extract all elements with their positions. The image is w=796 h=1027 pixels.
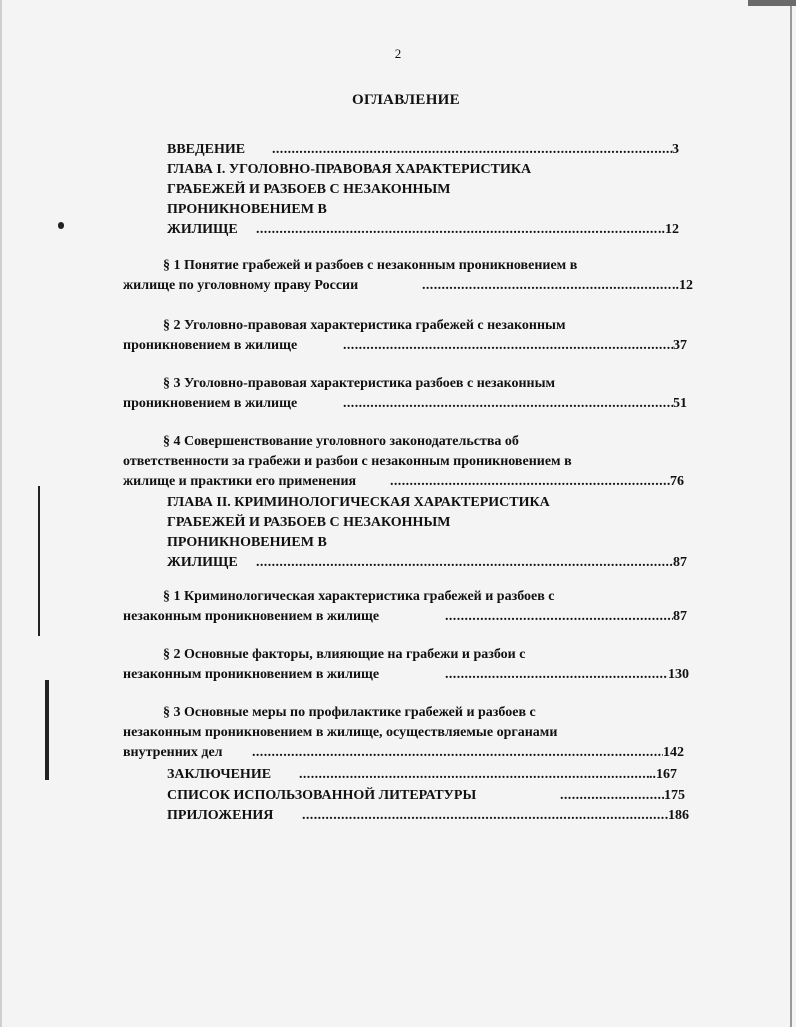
toc-s2-1-leader: [445, 607, 673, 626]
toc-s1-2-line2: проникновением в жилище: [123, 338, 298, 353]
toc-intro-page: 3: [672, 142, 679, 157]
toc-s1-2-page: 37: [673, 338, 687, 353]
toc-chapter2-leader: [256, 553, 673, 572]
toc-chapter2-line1: ГЛАВА II. КРИМИНОЛОГИЧЕСКАЯ ХАРАКТЕРИСТИКА: [167, 495, 550, 510]
toc-chapter2-line4: ЖИЛИЩЕ: [167, 555, 238, 570]
toc-chapter1-line1: ГЛАВА I. УГОЛОВНО-ПРАВОВАЯ ХАРАКТЕРИСТИКА: [167, 162, 532, 177]
toc-s1-4-line2: ответственности за грабежи и разбои с незаконным проникновением в: [123, 454, 572, 469]
margin-dot-mark: [58, 222, 64, 229]
toc-chapter2-line2: ГРАБЕЖЕЙ И РАЗБОЕВ С НЕЗАКОННЫМ: [167, 515, 451, 530]
toc-conclusion-page: ..167: [649, 767, 677, 782]
toc-s1-1-leader: [422, 276, 672, 295]
toc-intro-title: ВВЕДЕНИЕ: [167, 142, 246, 157]
toc-s1-3-page: 51: [673, 396, 687, 411]
toc-appendices-page: 186: [668, 808, 689, 823]
toc-s1-4-line3: жилище и практики его применения: [123, 474, 357, 489]
toc-s1-1-line2: жилище по уголовному праву России: [123, 278, 359, 293]
toc-bibliography-leader: [560, 786, 664, 805]
toc-s2-3-line1: § 3 Основные меры по профилактике грабежей и разбоев с: [163, 705, 536, 720]
toc-s1-3-line1: § 3 Уголовно-правовая характеристика разбоев с незаконным: [163, 376, 556, 391]
toc-s2-2-page: 130: [668, 667, 689, 682]
margin-bar-mark: [45, 680, 49, 780]
toc-chapter2-line3: ПРОНИКНОВЕНИЕМ В: [167, 535, 327, 550]
toc-s2-3-leader: [252, 743, 663, 762]
toc-chapter1-page: ..12: [658, 222, 679, 237]
toc-conclusion-leader: [299, 765, 649, 784]
toc-appendices-leader: [302, 806, 668, 825]
scan-edge-right: [790, 0, 792, 1027]
scan-edge-left: [0, 0, 2, 1027]
toc-s1-4-leader: [390, 472, 670, 491]
toc-s1-3-line2: проникновением в жилище: [123, 396, 298, 411]
page-number: 2: [394, 46, 402, 61]
toc-bibliography-title: СПИСОК ИСПОЛЬЗОВАННОЙ ЛИТЕРАТУРЫ: [167, 788, 477, 803]
toc-chapter2-page: 87: [673, 555, 687, 570]
toc-chapter1-line2: ГРАБЕЖЕЙ И РАЗБОЕВ С НЕЗАКОННЫМ: [167, 182, 451, 197]
toc-chapter1-leader: [256, 220, 658, 239]
toc-s2-1-line2: незаконным проникновением в жилище: [123, 609, 380, 624]
toc-appendices-title: ПРИЛОЖЕНИЯ: [167, 808, 274, 823]
toc-conclusion-title: ЗАКЛЮЧЕНИЕ: [167, 767, 272, 782]
toc-s2-2-leader: [445, 665, 668, 684]
toc-s2-1-line1: § 1 Криминологическая характеристика грабежей и разбоев с: [163, 589, 555, 604]
toc-s1-1-line1: § 1 Понятие грабежей и разбоев с незаконным проникновением в: [163, 258, 578, 273]
toc-bibliography-page: 175: [664, 788, 685, 803]
toc-s2-3-line2: незаконным проникновением в жилище, осуществляемые органами: [123, 725, 558, 740]
toc-s1-2-leader: [343, 336, 673, 355]
toc-s1-4-page: 76: [670, 474, 684, 489]
toc-s2-2-line1: § 2 Основные факторы, влияющие на грабежи и разбои с: [163, 647, 526, 662]
toc-s2-1-page: 87: [673, 609, 687, 624]
toc-heading: ОГЛАВЛЕНИЕ: [352, 92, 460, 108]
toc-intro-leader: [272, 140, 672, 159]
toc-s2-2-line2: незаконным проникновением в жилище: [123, 667, 380, 682]
toc-s1-3-leader: [343, 394, 673, 413]
scan-corner-mark: [748, 0, 796, 6]
toc-s2-3-page: 142: [663, 745, 684, 760]
toc-s1-2-line1: § 2 Уголовно-правовая характеристика грабежей с незаконным: [163, 318, 566, 333]
toc-s2-3-line3: внутренних дел: [123, 745, 223, 760]
toc-chapter1-line3: ПРОНИКНОВЕНИЕМ В: [167, 202, 327, 217]
toc-s1-1-page: ..12: [672, 278, 693, 293]
toc-s1-4-line1: § 4 Совершенствование уголовного законодательства об: [163, 434, 519, 449]
toc-chapter1-line4: ЖИЛИЩЕ: [167, 222, 238, 237]
margin-line-mark: [38, 486, 40, 636]
